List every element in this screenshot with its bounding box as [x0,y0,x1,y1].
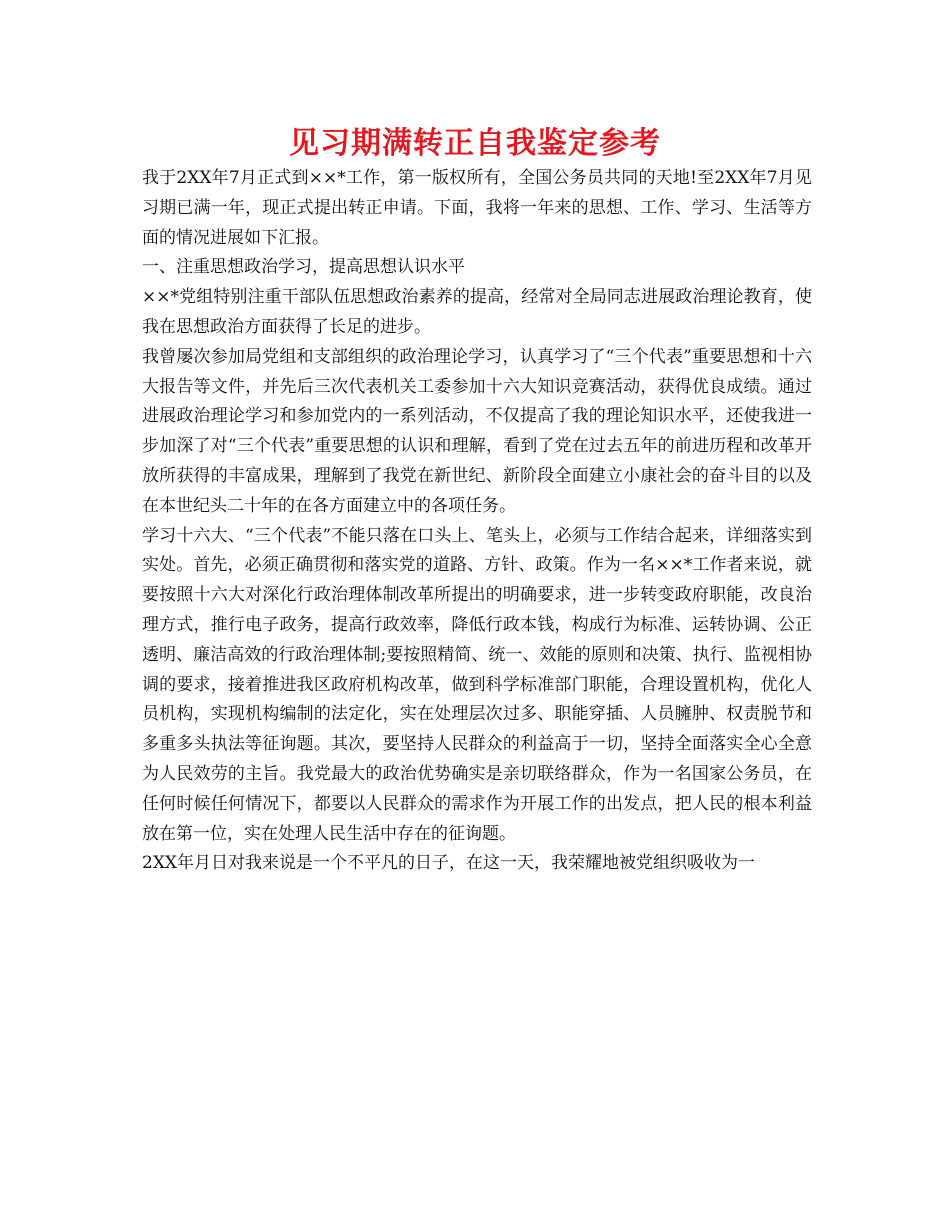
paragraph-party-education: ××*党组特别注重干部队伍思想政治素养的提高，经常对全局同志进展政治理论教育，使我在思想政治方面获得了长足的进步。 [142,287,812,337]
document-title: 见习期满转正自我鉴定参考 [289,126,661,161]
paragraph-party-join: 2XX年月日对我来说是一个不平凡的日子，在这一天，我荣耀地被党组织吸收为一 [142,853,756,874]
section-heading-1: 一、注重思想政治学习，提高思想认识水平 [142,257,465,278]
paragraph-intro: 我于2XX年7月正式到××*工作，第一版权所有，全国公务员共同的天地!至2XX年7月见习期已满一年，现正式提出转正申请。下面，我将一年来的思想、工作、学习、生活等方面的情况进展如下汇报。 [142,168,812,248]
paragraph-theory-study: 我曾屡次参加局党组和支部组织的政治理论学习，认真学习了“三个代表”重要思想和十六大报告等文件，并先后三次代表机关工委参加十六大知识竞赛活动，获得优良成绩。通过进展政治理论学习和参加党内的一系列活动，不仅提高了我的理论知识水平，还使我进一步加深了对“三个代表”重要思想的认识和理解，看到了党在过去五年的前进历程和改革开放所获得的丰富成果，理解到了我党在新世纪、新阶段全面建立小康社会的奋斗目的以及在本世纪头二十年的在各方面建立中的各项任务。 [142,346,812,516]
paragraph-implementation: 学习十六大、“三个代表”不能只落在口头上、笔头上，必须与工作结合起来，详细落实到实处。首先，必须正确贯彻和落实党的道路、方针、政策。作为一名××*工作者来说，就要按照十六大对深化行政治理体制改革所提出的明确要求，进一步转变政府职能，改良治理方式，推行电子政务，提高行政效率，降低行政本钱，构成行为标准、运转协调、公正透明、廉洁高效的行政治理体制;要按照精简、统一、效能的原则和决策、执行、监视相协调的要求，接着推进我区政府机构改革，做到科学标准部门职能，合理设置机构，优化人员机构，实现机构编制的法定化，实在处理层次过多、职能穿插、人员臃肿、权责脱节和多重多头执法等征询题。其次，要坚持人民群众的利益高于一切，坚持全面落实全心全意为人民效劳的主旨。我党最大的政治优势确实是亲切联络群众，作为一名国家公务员，在任何时候任何情况下，都要以人民群众的需求作为开展工作的出发点，把人民的根本利益放在第一位，实在处理人民生活中存在的征询题。 [142,525,812,844]
document-body [142,164,812,879]
